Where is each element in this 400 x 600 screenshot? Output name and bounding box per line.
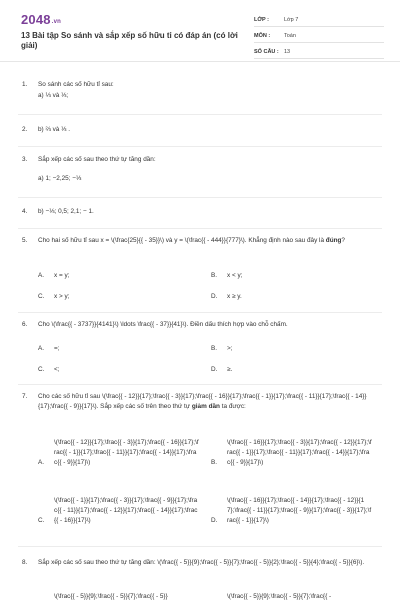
meta-key: SỐ CÂU : (254, 49, 279, 55)
question-text-end: ta được: (219, 403, 246, 410)
option-text: x = y; (54, 272, 70, 279)
divider (18, 384, 382, 385)
option-text: \(\frac{{ - 12}}{17};\frac{{ - 3}}{17};\frac{{ - 16}}{17};\frac{{ - 1}}{17};\frac{{ - 11}}{17};\frac{{ - 14}}{17};\frac{{ - 9}}{17}\) (54, 439, 199, 466)
question-text: Cho \(\frac{{ - 3737}}{4141}\) \ldots \frac{{ - 37}}{41}\). Điền dấu thích hợp vào chỗ chấm. (38, 321, 288, 328)
meta-row-subject (254, 30, 384, 43)
meta-key: LỚP : (254, 17, 269, 23)
question-number: 3. (22, 156, 28, 163)
divider (18, 228, 382, 229)
page-header (0, 0, 400, 62)
document-meta (254, 14, 384, 62)
question-number: 2. (22, 126, 28, 133)
site-logo[interactable] (21, 12, 61, 27)
logo-suffix: .vn (51, 19, 62, 25)
option-letter: C. (38, 517, 45, 524)
option-text: \(\frac{{ - 5}}{9};\frac{{ - 5}}{7};\frac{{ - 5}} (54, 593, 168, 600)
option-letter: B. (211, 459, 218, 466)
option-text: \(\frac{{ - 16}}{17};\frac{{ - 14}}{17};\frac{{ - 12}}{17};\frac{{ - 11}}{17};\frac{{ - 9}}{17};\frac{{ - 3}}{17};\frac{{ - 1}}{17}\) (227, 497, 372, 524)
question-text: So sánh các số hữu tỉ sau: (38, 81, 114, 88)
question-text: b) −⅓; 0,5; 2,1; − 1. (38, 208, 94, 215)
question-number: 7. (22, 393, 28, 400)
meta-value: Toán (284, 33, 296, 39)
option-letter: B. (211, 272, 218, 279)
question-text (38, 236, 383, 246)
option-letter: A. (38, 272, 45, 279)
meta-value: 13 (284, 49, 291, 55)
option-letter: D. (211, 293, 218, 300)
question-number: 6. (22, 321, 28, 328)
question-number: 5. (22, 237, 28, 244)
option-text: \(\frac{{ - 1}}{17};\frac{{ - 3}}{17};\frac{{ - 9}}{17};\frac{{ - 11}}{17};\frac{{ - 12}}{17};\frac{{ - 14}}{17};\frac{{ - 16}}{17}\) (54, 497, 198, 524)
meta-row-count (254, 46, 384, 59)
option-text: x ≥ y. (227, 293, 242, 300)
question-subtext: a) 1; −2,25; −⅓ (38, 175, 82, 182)
divider (18, 312, 382, 313)
question-text-end: ? (341, 237, 345, 244)
question-text-emphasis: đúng (325, 237, 342, 244)
option-text: <; (54, 366, 60, 373)
meta-value: Lớp 7 (284, 17, 299, 23)
question-text (38, 392, 383, 412)
question-number: 8. (22, 559, 28, 566)
question-text-emphasis: giảm dần (191, 403, 220, 410)
question-text-main: Cho hai số hữu tỉ sau x = \(\frac{25}{{ - 35}}\) và y = \(\frac{{ - 444}}{777}\). Khẳng định nào sau đây là (38, 237, 325, 244)
option-letter: B. (211, 345, 218, 352)
meta-row-class (254, 14, 384, 27)
question-text-main: Cho các số hữu tỉ sau \(\frac{{ - 12}}{17};\frac{{ - 3}}{17};\frac{{ - 16}}{17};\frac{{ - 1}}{17};\frac{{ - 11}}{17};\frac{{ - 14}}{17};\frac{{ - 9}}{17}\). Sắp xếp các số trên theo thứ tự (38, 393, 367, 410)
question-subtext: a) ⅓ và ⅓; (38, 92, 69, 99)
logo-text: 2048 (21, 12, 51, 27)
question-text: Sắp xếp các số sau theo thứ tự tăng dần: \(\frac{{ - 5}}{9};\frac{{ - 5}}{7};\frac{{ - 5}}{2};\frac{{ - 5}}{4};\frac{{ - 5}}{6}\). (38, 559, 365, 566)
question-text: b) ⅔ và ⅓ . (38, 126, 70, 133)
option-letter: C. (38, 366, 45, 373)
option-text: \(\frac{{ - 5}}{9};\frac{{ - 5}}{7};\frac{{ - (227, 593, 332, 600)
option-letter: D. (211, 366, 218, 373)
option-letter: A. (38, 459, 45, 466)
question-text: Sắp xếp các số sau theo thứ tự tăng dần: (38, 156, 156, 163)
option-letter: D. (211, 517, 218, 524)
option-letter: A. (38, 345, 45, 352)
option-text: \(\frac{{ - 16}}{17};\frac{{ - 3}}{17};\frac{{ - 12}}{17};\frac{{ - 1}}{17};\frac{{ - 11}}{17};\frac{{ - 14}}{17};\frac{{ - 9}}{17}\) (227, 439, 372, 466)
question-number: 1. (22, 81, 28, 88)
divider (18, 114, 382, 115)
divider (18, 546, 382, 547)
question-number: 4. (22, 208, 28, 215)
option-text: x > y; (54, 293, 70, 300)
meta-key: MÔN : (254, 33, 271, 39)
option-text: x < y; (227, 272, 243, 279)
divider (18, 146, 382, 147)
option-text: ≥. (227, 366, 233, 373)
option-letter: C. (38, 293, 45, 300)
option-text: >; (227, 345, 233, 352)
divider (18, 197, 382, 198)
option-text: =; (54, 345, 60, 352)
document-title: 13 Bài tập So sánh và sắp xếp số hữu tỉ có đáp án (có lời giải) (21, 31, 238, 50)
